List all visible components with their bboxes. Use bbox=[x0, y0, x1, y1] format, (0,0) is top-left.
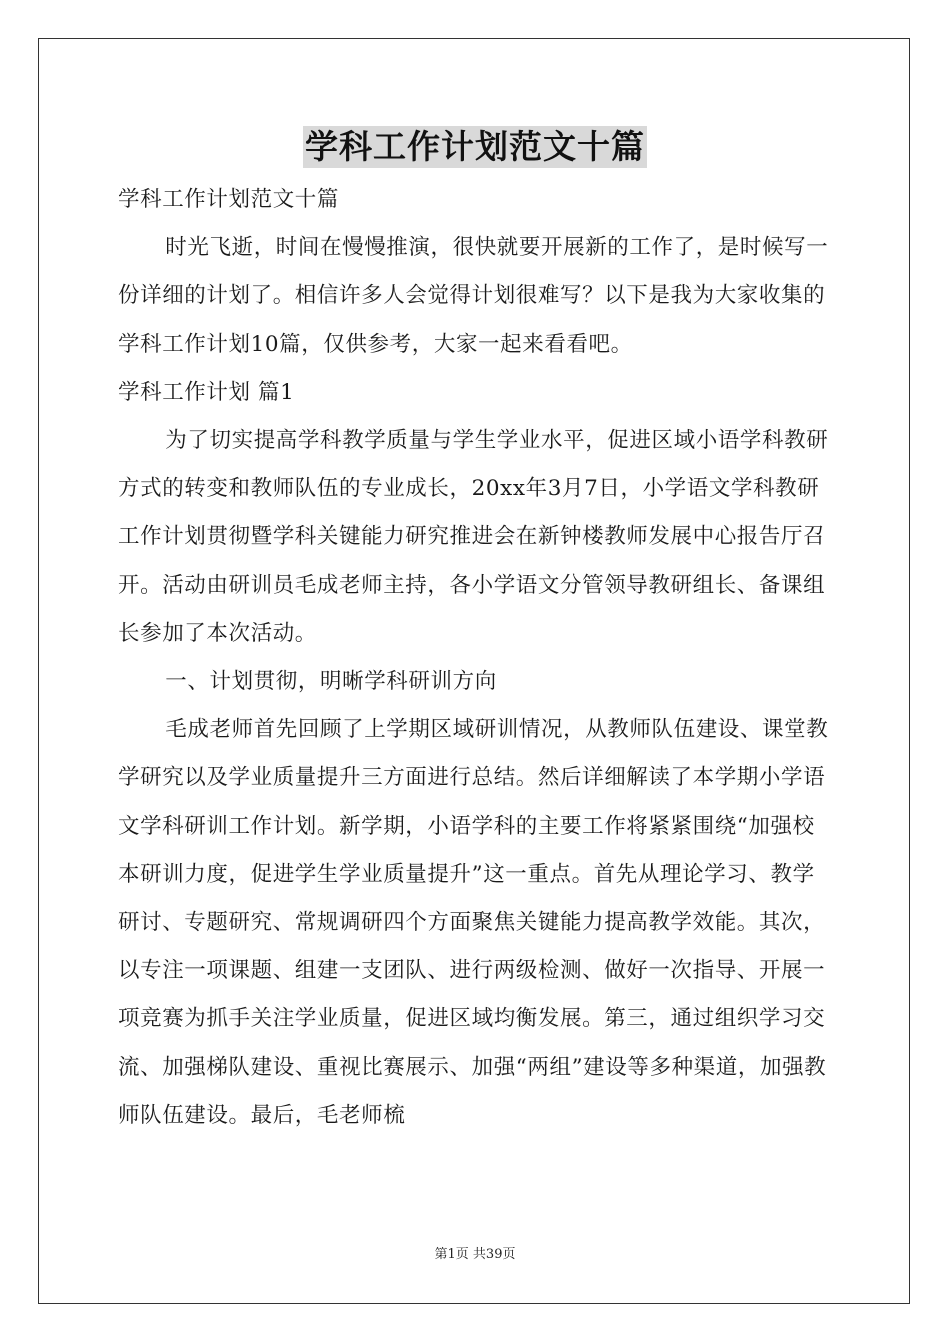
document-subtitle: 学科工作计划范文十篇 bbox=[118, 187, 340, 212]
body-paragraph: 为了切实提高学科教学质量与学生学业水平，促进区域小语学科教研方式的转变和教师队伍的专业成长，20xx年3月7日，小学语文学科教研工作计划贯彻暨学科关键能力研究推进会在新钟楼教师发展中心报告厅召开。活动由研训员毛成老师主持，各小学语文分管领导教研组长、备课组长参加了本次活动。 bbox=[118, 428, 829, 646]
document-body bbox=[118, 176, 832, 1140]
document-title: 学科工作计划范文十篇 bbox=[305, 127, 645, 166]
body-paragraph: 毛成老师首先回顾了上学期区域研训情况，从教师队伍建设、课堂教学研究以及学业质量提升三方面进行总结。然后详细解读了本学期小学语文学科研训工作计划。新学期，小语学科的主要工作将紧紧围绕“加强校本研训力度，促进学生学业质量提升”这一重点。首先从理论学习、教学研讨、专题研究、常规调研四个方面聚焦关键能力提高教学效能。其次，以专注一项课题、组建一支团队、进行两级检测、做好一次指导、开展一项竞赛为抓手关注学业质量，促进区域均衡发展。第三，通过组织学习交流、加强梯队建设、重视比赛展示、加强“两组”建设等多种渠道，加强教师队伍建设。最后，毛老师梳 bbox=[118, 717, 829, 1128]
page-footer: 第1页 共39页 bbox=[434, 1247, 516, 1262]
section-heading: 学科工作计划 篇1 bbox=[118, 379, 295, 405]
subsection-heading: 一、计划贯彻，明晰学科研训方向 bbox=[165, 669, 497, 695]
title-container bbox=[0, 126, 950, 168]
intro-paragraph: 时光飞逝，时间在慢慢推演，很快就要开展新的工作了，是时候写一份详细的计划了。相信许多人会觉得计划很难写？以下是我为大家收集的学科工作计划10篇，仅供参考，大家一起来看看吧。 bbox=[118, 235, 829, 357]
